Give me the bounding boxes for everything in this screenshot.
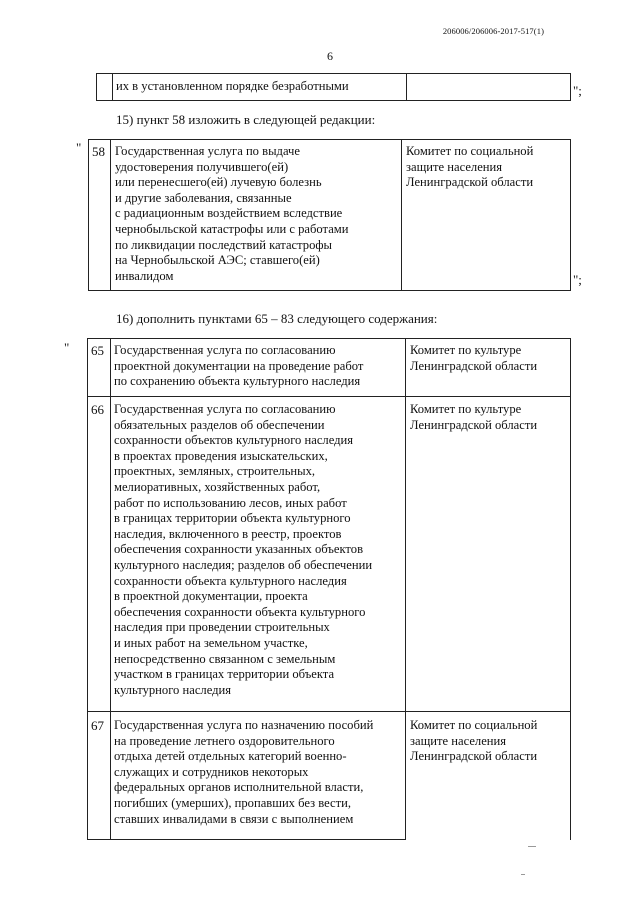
row-65-number: 65 <box>91 343 104 358</box>
row-67-org-line: защите населения <box>410 733 507 748</box>
row-58-service-line: или перенесшего(ей) лучевую болезнь <box>115 175 322 190</box>
top-row-end-quote: "; <box>573 83 582 98</box>
row-58-divider-1 <box>110 139 111 291</box>
row-67-service-line: на проведение летнего оздоровительного <box>114 733 335 748</box>
row-66-service-line: обеспечения сохранности указанных объектов <box>114 542 364 557</box>
top-row-text: их в установленном порядке безработными <box>116 79 349 93</box>
row-67-service-line: отдыха детей отдельных категорий военно- <box>114 749 347 764</box>
row-58-open-quote: " <box>76 140 82 155</box>
additions-border-top <box>87 338 570 339</box>
top-row-border-right <box>570 73 571 101</box>
row-66-service-line: наследия, включенного в реестр, проектов <box>114 526 342 541</box>
row-67-border-bottom <box>87 839 405 840</box>
row-65-org-line: Ленинградской области <box>410 358 538 373</box>
row-65-service-line: Государственная услуга по согласованию <box>114 343 336 357</box>
row-66-service-line: сохранности объекта культурного наследия <box>114 573 347 588</box>
row-66-service-line: непосредственно связанном с земельным <box>114 651 336 666</box>
row-66-service-line: обязательных разделов об обеспечении <box>114 417 325 432</box>
top-row-border-left <box>96 73 97 101</box>
row-67-service-line: служащих и сотрудников некоторых <box>114 764 309 779</box>
row-67-org-line: Ленинградской области <box>410 749 538 764</box>
top-row-border-bottom <box>96 100 570 101</box>
row-67-service-line: Государственная услуга по назначению пособий <box>114 718 374 732</box>
row-58-border-bottom <box>88 290 570 291</box>
row-66-service-line: наследия при проведении строительных <box>114 620 330 635</box>
row-65-border-bottom <box>87 396 570 397</box>
row-66-service-line: проектных, земляных, строительных, <box>114 464 316 479</box>
row-67-service <box>114 718 373 827</box>
scan-mark <box>521 874 525 875</box>
row-58-org-line: Ленинградской области <box>406 175 534 190</box>
row-65-org-line: Комитет по культуре <box>410 343 522 357</box>
row-58-end-quote: "; <box>573 272 582 287</box>
row-58-border-left <box>88 139 89 291</box>
row-58-number: 58 <box>92 144 105 159</box>
row-66-service-line: и иных работ на земельном участке, <box>114 635 308 650</box>
row-58-border-top <box>88 139 570 140</box>
row-65-service-line: по сохранению объекта культурного наследия <box>114 374 361 389</box>
row-58-service-line: по ликвидации последствий катастрофы <box>115 237 333 252</box>
row-66-org-line: Ленинградской области <box>410 417 538 432</box>
row-58-service <box>115 144 349 284</box>
additions-divider-2 <box>405 338 406 840</box>
row-66-service-line: обеспечения сохранности объекта культурного <box>114 604 366 619</box>
row-58-service-line: удостоверения получившего(ей) <box>115 159 289 174</box>
top-row-border-top <box>96 73 570 74</box>
row-66-service-line: мелиоративных, хозяйственных работ, <box>114 479 321 494</box>
row-67-number: 67 <box>91 718 104 733</box>
row-66-service-line: Государственная услуга по согласованию <box>114 402 336 416</box>
row-58-service-line: инвалидом <box>115 268 174 283</box>
row-67-service-line: ставших инвалидами в связи с выполнением <box>114 811 354 826</box>
row-66-service <box>114 402 372 698</box>
row-65-service-line: проектной документации на проведение работ <box>114 358 364 373</box>
row-58-service-line: с радиационным воздействием вследствие <box>115 206 343 221</box>
row-67-service-line: погибших (умерших), пропавших без вести, <box>114 795 351 810</box>
item-15-instruction: 15) пункт 58 изложить в следующей редакции: <box>116 112 376 127</box>
additions-divider-1 <box>110 338 111 840</box>
row-66-service-line: в границах территории объекта культурного <box>114 511 351 526</box>
row-66-service-line: культурного наследия; разделов об обеспечении <box>114 557 373 572</box>
row-66-service-line: в проектах проведения изыскательских, <box>114 448 328 463</box>
row-58-service-line: и другие заболевания, связанные <box>115 190 292 205</box>
row-58-border-right <box>570 139 571 291</box>
row-58-service-line: Государственная услуга по выдаче <box>115 144 300 158</box>
row-66-organization <box>410 402 537 433</box>
row-66-service-line: работ по использованию лесов, иных работ <box>114 495 347 510</box>
row-58-service-line: чернобыльской катастрофы или с работами <box>115 221 349 236</box>
row-66-number: 66 <box>91 402 104 417</box>
additions-border-left <box>87 338 88 840</box>
row-66-border-bottom <box>87 711 570 712</box>
row-66-service-line: участком в границах территории объекта <box>114 667 335 682</box>
additions-border-right <box>570 338 571 840</box>
row-58-org-line: Комитет по социальной <box>406 144 534 158</box>
document-id: 206006/206006-2017-517(1) <box>442 26 544 36</box>
top-row-divider-2 <box>406 73 407 101</box>
scan-mark <box>528 846 536 847</box>
row-67-service-line: федеральных органов исполнительной власти, <box>114 780 364 795</box>
row-65-service <box>114 343 363 390</box>
row-65-organization <box>410 343 537 374</box>
row-67-org-line: Комитет по социальной <box>410 718 538 732</box>
row-66-service-line: культурного наследия <box>114 682 232 697</box>
item-16-instruction: 16) дополнить пунктами 65 – 83 следующего содержания: <box>116 311 438 326</box>
row-58-divider-2 <box>401 139 402 291</box>
page-number: 6 <box>327 49 333 63</box>
top-row-divider-1 <box>112 73 113 101</box>
row-58-organization <box>406 144 533 191</box>
row-66-service-line: сохранности объектов культурного наследия <box>114 433 354 448</box>
additions-open-quote: " <box>64 340 70 355</box>
row-58-service-line: на Чернобыльской АЭС; ставшего(ей) <box>115 253 320 268</box>
row-66-service-line: в проектной документации, проекта <box>114 589 308 604</box>
row-58-org-line: защите населения <box>406 159 503 174</box>
row-67-organization <box>410 718 537 765</box>
row-66-org-line: Комитет по культуре <box>410 402 522 416</box>
